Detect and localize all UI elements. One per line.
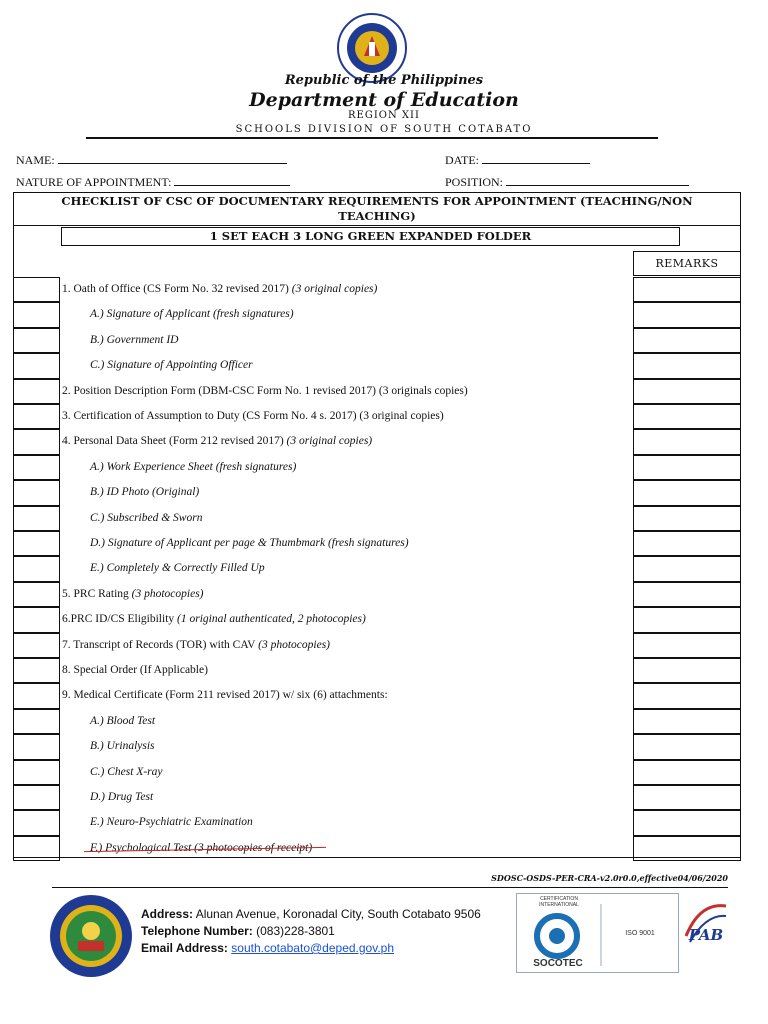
remarks-cell[interactable] — [633, 404, 741, 429]
checklist-row — [13, 506, 741, 531]
remarks-cell[interactable] — [633, 506, 741, 531]
requirement-note: C.) Signature of Appointing Officer — [90, 359, 253, 372]
requirement-note: B.) Urinalysis — [90, 740, 155, 753]
socotec-label: SOCOTEC — [533, 958, 583, 969]
checkbox-cell[interactable] — [13, 734, 60, 759]
remarks-cell[interactable] — [633, 480, 741, 505]
address-label: Address: — [141, 907, 194, 921]
checkbox-cell[interactable] — [13, 328, 60, 353]
pab-label: PAB — [688, 926, 724, 944]
requirement-note: (3 original copies) — [291, 283, 378, 295]
division-seal — [48, 893, 134, 979]
requirement-note: D.) Drug Test — [90, 791, 154, 803]
remarks-cell[interactable] — [633, 379, 741, 404]
remarks-cell[interactable] — [633, 302, 741, 327]
checkbox-cell[interactable] — [13, 683, 60, 708]
requirement-text — [62, 379, 468, 404]
requirement-text — [62, 633, 330, 658]
date-field[interactable] — [445, 152, 590, 168]
name-field[interactable] — [16, 152, 287, 168]
checklist-row — [13, 556, 741, 581]
iso-label: ISO 9001 — [625, 930, 655, 937]
requirement-main: 1. Oath of Office (CS Form No. 32 revised 2017) — [62, 283, 292, 295]
checkbox-cell[interactable] — [13, 277, 60, 302]
requirement-note: (3 photocopies) — [258, 638, 331, 651]
requirement-text — [90, 709, 155, 734]
requirement-text — [62, 582, 204, 607]
remarks-cell[interactable] — [633, 709, 741, 734]
division-heading: SCHOOLS DIVISION OF SOUTH COTABATO — [235, 124, 533, 135]
remarks-cell[interactable] — [633, 353, 741, 378]
checklist-row — [13, 353, 741, 378]
requirement-note: (3 original copies) — [286, 435, 373, 448]
checkbox-cell[interactable] — [13, 556, 60, 581]
remarks-cell[interactable] — [633, 785, 741, 810]
checklist-title-line1: CHECKLIST OF CSC OF DOCUMENTARY REQUIREMENTS FOR APPOINTMENT (TEACHING/NON — [61, 194, 693, 208]
remarks-cell[interactable] — [633, 531, 741, 556]
requirement-text — [62, 404, 444, 429]
requirement-text — [90, 328, 178, 353]
remarks-cell[interactable] — [633, 810, 741, 835]
date-line[interactable] — [482, 152, 590, 164]
requirement-main: 9. Medical Certificate (Form 211 revised 2017) w/ six (6) attachments: — [62, 689, 388, 702]
email-label: Email Address: — [141, 941, 228, 955]
checkbox-cell[interactable] — [13, 760, 60, 785]
nature-line[interactable] — [174, 174, 290, 186]
remarks-cell[interactable] — [633, 836, 741, 861]
phone-value: (083)228-3801 — [252, 924, 335, 938]
remarks-cell[interactable] — [633, 658, 741, 683]
requirement-text — [90, 531, 409, 556]
pab-logo — [680, 896, 732, 970]
checkbox-cell[interactable] — [13, 379, 60, 404]
remarks-cell[interactable] — [633, 328, 741, 353]
requirement-text — [90, 455, 296, 480]
requirement-note: E.) Completely & Correctly Filled Up — [90, 562, 265, 575]
checklist-row — [13, 429, 741, 454]
requirement-main: 6.PRC ID/CS Eligibility — [62, 613, 178, 626]
footer-phone — [141, 924, 335, 938]
position-field[interactable] — [445, 174, 689, 190]
requirement-text — [90, 302, 294, 327]
requirement-text — [90, 353, 253, 378]
checklist-title-line2: TEACHING) — [338, 209, 416, 223]
checkbox-cell[interactable] — [13, 633, 60, 658]
checklist-row — [13, 531, 741, 556]
checklist-row — [13, 836, 741, 861]
checkbox-cell[interactable] — [13, 480, 60, 505]
checklist-row — [13, 607, 741, 632]
requirement-note: D.) Signature of Applicant per page & Thumbmark (fresh signatures) — [90, 537, 409, 549]
footer-rule — [52, 887, 728, 888]
requirement-note: A.) Work Experience Sheet (fresh signatures) — [90, 460, 297, 473]
requirement-note: B.) ID Photo (Original) — [90, 486, 200, 499]
position-label: POSITION: — [445, 175, 504, 189]
requirement-main: 3. Certification of Assumption to Duty (CS Form No. 4 s. 2017) (3 original copies) — [62, 410, 444, 422]
address-value: Alunan Avenue, Koronadal City, South Cotabato 9506 — [193, 907, 481, 921]
requirement-note: B.) Government ID — [90, 333, 179, 346]
header-rule — [86, 137, 658, 139]
checkbox-cell[interactable] — [13, 709, 60, 734]
checkbox-cell[interactable] — [13, 785, 60, 810]
remarks-cell[interactable] — [633, 582, 741, 607]
requirement-text — [90, 734, 155, 759]
remarks-cell[interactable] — [633, 734, 741, 759]
requirement-text — [90, 760, 163, 785]
remarks-cell[interactable] — [633, 429, 741, 454]
checklist-row — [13, 709, 741, 734]
remarks-cell[interactable] — [633, 277, 741, 302]
checklist-row — [13, 404, 741, 429]
checklist-row — [13, 760, 741, 785]
document-code: SDOSC-OSDS-PER-CRA-v2.0r0.0,effective04/06/2020 — [491, 873, 728, 883]
requirement-note: (1 original authenticated, 2 photocopies) — [177, 613, 366, 626]
department-heading: Department of Education — [249, 89, 519, 111]
checkbox-cell[interactable] — [13, 353, 60, 378]
remarks-header: REMARKS — [633, 251, 741, 276]
checklist-title — [13, 192, 741, 226]
republic-heading: Republic of the Philippines — [284, 73, 484, 88]
checklist-row — [13, 633, 741, 658]
requirement-note: C.) Subscribed & Sworn — [90, 511, 203, 524]
requirement-text — [62, 429, 372, 454]
requirement-text — [90, 836, 312, 861]
checklist-row — [13, 379, 741, 404]
nature-field[interactable] — [16, 174, 290, 190]
requirement-text — [90, 480, 199, 505]
requirement-text — [90, 506, 202, 531]
remarks-cell[interactable] — [633, 760, 741, 785]
requirement-main: 7. Transcript of Records (TOR) with CAV — [62, 638, 259, 651]
checklist-row — [13, 480, 741, 505]
requirement-text — [90, 785, 153, 810]
nature-label: NATURE OF APPOINTMENT: — [16, 175, 172, 189]
requirement-note: A.) Signature of Applicant (fresh signatures) — [90, 308, 294, 321]
checklist-row — [13, 810, 741, 835]
footer-email — [141, 941, 394, 955]
checklist-row — [13, 582, 741, 607]
requirement-text — [62, 683, 388, 708]
folder-note: 1 SET EACH 3 LONG GREEN EXPANDED FOLDER — [61, 227, 680, 246]
checklist-row — [13, 277, 741, 302]
checklist-row — [13, 328, 741, 353]
checkbox-cell[interactable] — [13, 506, 60, 531]
name-line[interactable] — [58, 152, 287, 164]
checklist-row — [13, 734, 741, 759]
requirement-text — [62, 277, 377, 302]
requirement-note: C.) Chest X-ray — [90, 765, 163, 778]
requirement-note: (3 photocopies) — [131, 587, 204, 600]
remarks-cell[interactable] — [633, 683, 741, 708]
requirement-text — [62, 658, 208, 683]
checkbox-cell[interactable] — [13, 531, 60, 556]
checkbox-cell[interactable] — [13, 455, 60, 480]
phone-label: Telephone Number: — [141, 924, 253, 938]
requirement-text — [90, 556, 265, 581]
checkbox-cell[interactable] — [13, 658, 60, 683]
cert-intl-label: CERTIFICATION INTERNATIONAL — [539, 896, 579, 908]
checkbox-cell[interactable] — [13, 582, 60, 607]
checkbox-cell[interactable] — [13, 302, 60, 327]
checklist-row — [13, 455, 741, 480]
checkbox-cell[interactable] — [13, 404, 60, 429]
email-link[interactable]: south.cotabato@deped.gov.ph — [231, 941, 395, 955]
checkbox-cell[interactable] — [13, 810, 60, 835]
requirement-note: A.) Blood Test — [90, 714, 156, 727]
checklist-row — [13, 683, 741, 708]
remarks-cell[interactable] — [633, 633, 741, 658]
remarks-cell[interactable] — [633, 556, 741, 581]
position-line[interactable] — [506, 174, 689, 186]
requirement-note: E.) Neuro-Psychiatric Examination — [90, 816, 253, 829]
footer-address — [141, 907, 481, 921]
requirement-note: F.) Psychological Test (3 photocopies of receipt) — [90, 841, 313, 854]
remarks-cell[interactable] — [633, 607, 741, 632]
requirement-text — [90, 810, 253, 835]
socotec-badge — [516, 893, 679, 973]
requirement-main: 5. PRC Rating — [62, 587, 132, 600]
checkbox-cell[interactable] — [13, 836, 60, 861]
requirement-main: 2. Position Description Form (DBM-CSC Form No. 1 revised 2017) (3 originals copies) — [62, 384, 468, 397]
name-label: NAME: — [16, 153, 55, 167]
checklist-row — [13, 658, 741, 683]
requirement-main: 4. Personal Data Sheet (Form 212 revised 2017) — [62, 435, 287, 448]
checkbox-cell[interactable] — [13, 607, 60, 632]
requirement-main: 8. Special Order (If Applicable) — [62, 664, 208, 676]
requirement-text — [62, 607, 366, 632]
remarks-cell[interactable] — [633, 455, 741, 480]
checklist-row — [13, 302, 741, 327]
date-label: DATE: — [445, 153, 479, 167]
region-heading: REGION XII — [348, 110, 420, 121]
checklist-row — [13, 785, 741, 810]
checkbox-cell[interactable] — [13, 429, 60, 454]
